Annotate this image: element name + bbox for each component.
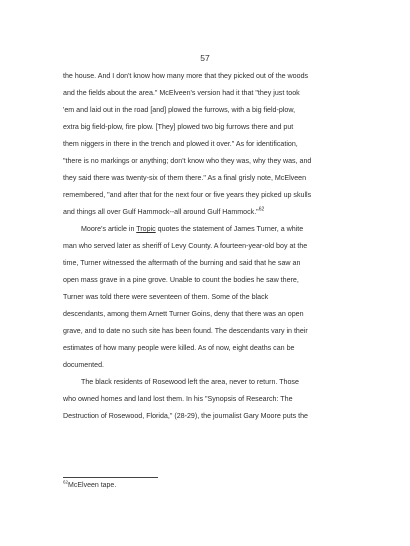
text-line: the house. And I don't know how many more that they picked out of the woods xyxy=(63,72,309,80)
text-line: extra big field-plow, fire plow. [They] plowed two big furrows there and put xyxy=(63,123,294,131)
text-line: remembered, "and after that for the next four or five years they picked up skulls xyxy=(63,191,312,199)
footnote-divider xyxy=(63,477,158,478)
body-text xyxy=(63,68,368,425)
text-line: documented. xyxy=(63,361,105,369)
text-line: time, Turner witnessed the aftermath of the burning and said that he saw an xyxy=(63,259,301,267)
text-line: Destruction of Rosewood, Florida," (28-29), the journalist Gary Moore puts the xyxy=(63,412,309,420)
publication-title: Tropic xyxy=(136,225,156,233)
footnote xyxy=(63,479,117,489)
text-line: grave, and to date no such site has been found. The descendants vary in their xyxy=(63,327,308,335)
text-line: them niggers in there in the trench and plowed it over." As for identification, xyxy=(63,140,298,148)
footnote-ref: 62 xyxy=(258,206,265,213)
paragraph-start xyxy=(63,221,368,238)
text-line: open mass grave in a pine grove. Unable to count the bodies he saw there, xyxy=(63,276,299,284)
text-line: they said there was twenty-six of them there." As a final grisly note, McElveen xyxy=(63,174,307,182)
text-span: Moore's article in xyxy=(81,225,137,233)
page-number: 57 xyxy=(200,53,210,63)
text-line: estimates of how many people were killed. As of now, eight deaths can be xyxy=(63,344,295,352)
text-line: who owned homes and land lost them. In his "Synopsis of Research: The xyxy=(63,395,293,403)
text-line xyxy=(63,204,368,221)
text-line: and the fields about the area." McElveen's version had it that "they just took xyxy=(63,89,300,97)
text-line: 'em and laid out in the road [and] plowed the furrows, with a big field-plow, xyxy=(63,106,296,114)
text-line: man who served later as sheriff of Levy County. A fourteen-year-old boy at the xyxy=(63,242,308,250)
paragraph-start: The black residents of Rosewood left the area, never to return. Those xyxy=(81,378,299,386)
text-line: descendants, among them Arnett Turner Goins, deny that there was an open xyxy=(63,310,304,318)
text-span: and things all over Gulf Hammock--all around Gulf Hammock." xyxy=(63,208,259,216)
text-line: "there is no markings or anything; don't know who they was, why they was, and xyxy=(63,157,312,165)
footnote-number: 62 xyxy=(63,479,69,485)
footnote-text: McElveen tape. xyxy=(68,482,117,489)
text-span: quotes the statement of James Turner, a white xyxy=(155,225,304,233)
text-line: Turner was told there were seventeen of them. Some of the black xyxy=(63,293,269,301)
